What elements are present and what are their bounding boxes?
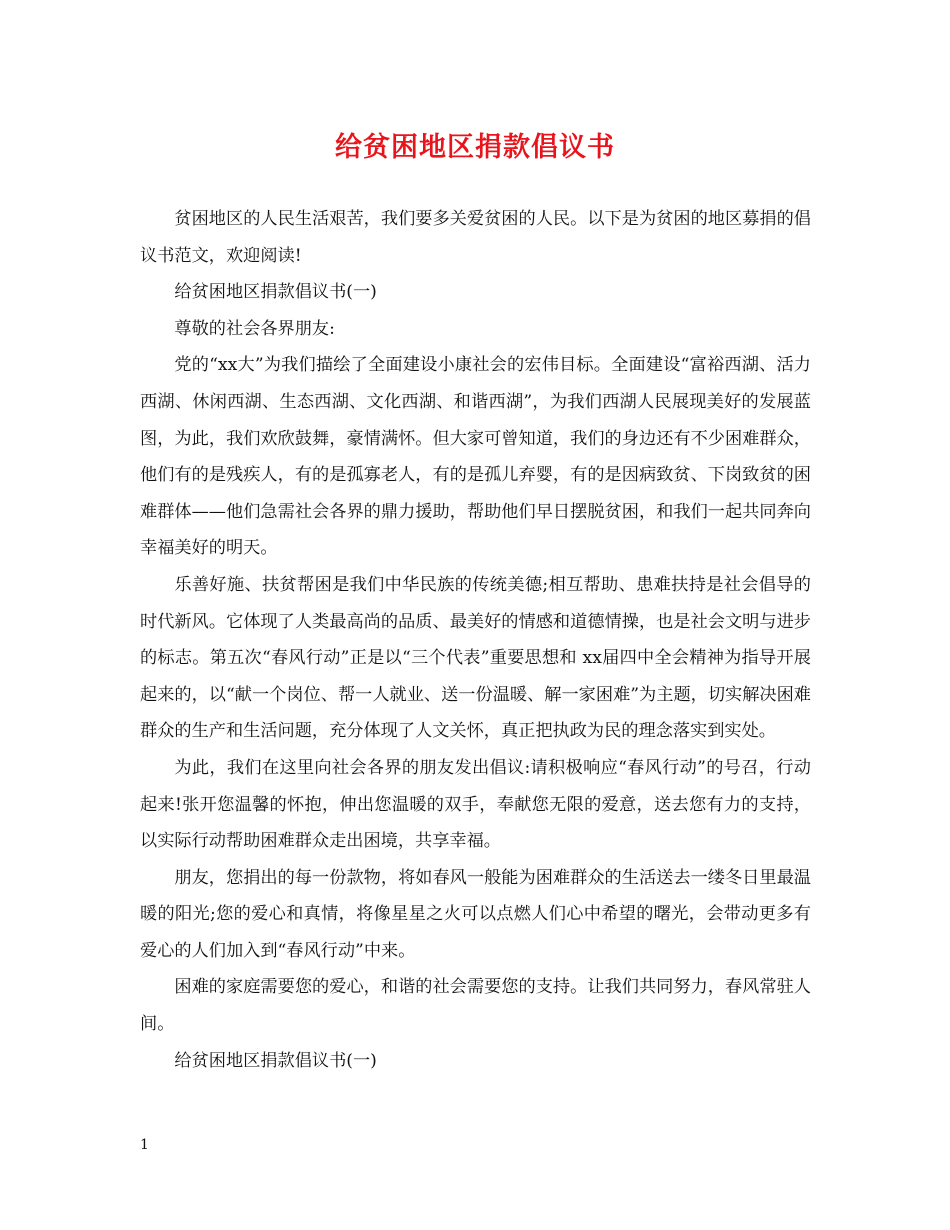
- paragraph-next-section-heading: 给贫困地区捐款倡议书(一): [174, 1050, 377, 1071]
- document-title: 给贫困地区捐款倡议书: [335, 132, 615, 163]
- page-number: 1: [140, 1137, 149, 1153]
- paragraph-body-5: 困难的家庭需要您的爱心，和谐的社会需要您的支持。让我们共同努力，春风常驻人间。: [140, 977, 811, 1035]
- paragraph-salutation: 尊敬的社会各界朋友:: [174, 318, 335, 339]
- paragraph-body-1: 党的“xx大”为我们描绘了全面建设小康社会的宏伟目标。全面建设“富裕西湖、活力西湖、休闲西湖、生态西湖、文化西湖、和谐西湖”，为我们西湖人民展现美好的发展蓝图，为此，我们欢欣鼓舞，豪情满怀。但大家可曾知道，我们的身边还有不少困难群众，他们有的是残疾人，有的是孤寡老人，有的是孤儿弃婴，有的是因病致贫、下岗致贫的困难群体——他们急需社会各界的鼎力援助，帮助他们早日摆脱贫困，和我们一起共同奔向幸福美好的明天。: [140, 355, 811, 559]
- document-body: [140, 201, 811, 1079]
- paragraph-body-2: 乐善好施、扶贫帮困是我们中华民族的传统美德;相互帮助、患难扶持是社会倡导的时代新风。它体现了人类最高尚的品质、最美好的情感和道德情操，也是社会文明与进步的标志。第五次“春风行动”正是以“三个代表”重要思想和 xx届四中全会精神为指导开展起来的，以“献一个岗位、帮一人就业、送一份温暖、解一家困难”为主题，切实解决困难群众的生产和生活问题，充分体现了人文关怀，真正把执政为民的理念落实到实处。: [140, 574, 811, 742]
- paragraph-intro: 贫困地区的人民生活艰苦，我们要多关爱贫困的人民。以下是为贫困的地区募捐的倡议书范文，欢迎阅读!: [140, 209, 811, 266]
- paragraph-section-heading: 给贫困地区捐款倡议书(一): [174, 282, 377, 303]
- paragraph-body-3: 为此，我们在这里向社会各界的朋友发出倡议:请积极响应“春风行动”的号召，行动起来!张开您温馨的怀抱，伸出您温暖的双手，奉献您无限的爱意，送去您有力的支持，以实际行动帮助困难群众走出困境，共享幸福。: [140, 757, 811, 852]
- paragraph-body-4: 朋友，您捐出的每一份款物，将如春风一般能为困难群众的生活送去一缕冬日里最温暖的阳光;您的爱心和真情，将像星星之火可以点燃人们心中希望的曙光，会带动更多有爱心的人们加入到“春风行动”中来。: [140, 867, 811, 961]
